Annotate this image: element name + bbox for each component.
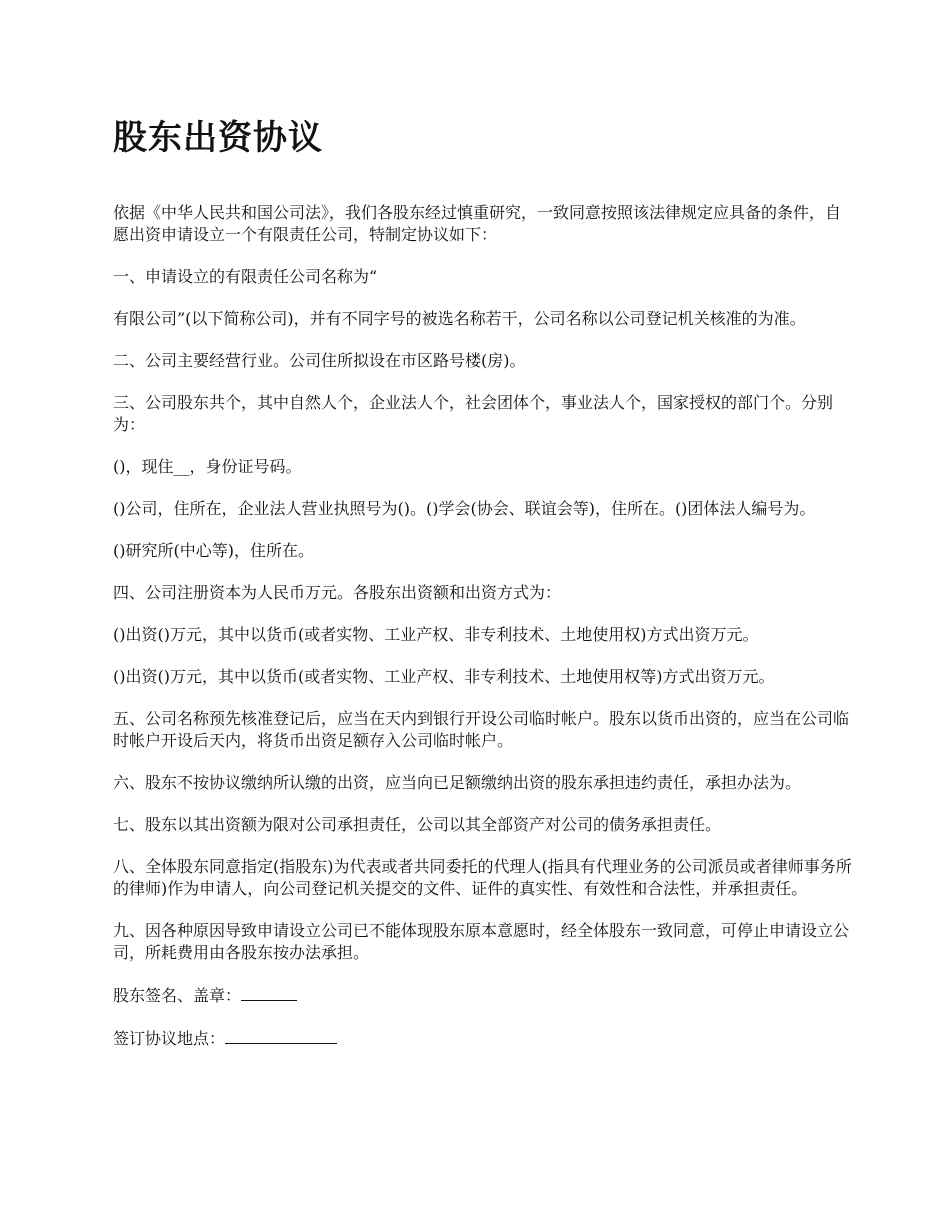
signature-line (113, 984, 855, 1007)
document-title: 股东出资协议 (113, 118, 323, 158)
paragraph-8-agent: 八、全体股东同意指定(指股东)为代表或者共同委托的代理人(指具有代理业务的公司派员或者律师事务所的律师)作为申请人，向公司登记机关提交的文件、证件的真实性、有效性和合法性，并承担责任。 (113, 857, 852, 898)
location-line (113, 1027, 855, 1050)
paragraph-4-contribution-2: ()出资()万元，其中以货币(或者实物、工业产权、非专利技术、土地使用权等)方式出资万元。 (113, 667, 775, 686)
paragraph-4-contribution-1: ()出资()万元，其中以货币(或者实物、工业产权、非专利技术、土地使用权)方式出资万元。 (113, 625, 759, 644)
paragraph-3-shareholders: 三、公司股东共个，其中自然人个，企业法人个，社会团体个，事业法人个，国家授权的部门个。分别为： (113, 393, 834, 434)
document-page (113, 112, 855, 1070)
location-label: 签订协议地点： (113, 1029, 226, 1048)
location-blank (225, 1027, 337, 1044)
paragraph-3-company: ()公司，住所在，企业法人营业执照号为()。()学会(协会、联谊会等)，住所在。()团体法人编号为。 (113, 499, 816, 518)
paragraph-3-institute: ()研究所(中心等)，住所在。 (113, 541, 314, 560)
paragraph-intro: 依据《中华人民共和国公司法》，我们各股东经过慎重研究，一致同意按照该法律规定应具备的条件，自愿出资申请设立一个有限责任公司，特制定协议如下： (113, 203, 842, 244)
paragraph-2-business: 二、公司主要经营行业。公司住所拟设在市区路号楼(房)。 (113, 351, 526, 370)
paragraph-7-responsibility: 七、股东以其出资额为限对公司承担责任，公司以其全部资产对公司的债务承担责任。 (113, 815, 722, 834)
paragraph-6-liability: 六、股东不按协议缴纳所认缴的出资，应当向已足额缴纳出资的股东承担违约责任，承担办法为。 (113, 773, 802, 792)
paragraph-9-termination: 九、因各种原因导致申请设立公司已不能体现股东原本意愿时，经全体股东一致同意，可停止申请设立公司，所耗费用由各股东按办法承担。 (113, 921, 850, 962)
signature-label: 股东签名、盖章： (113, 986, 242, 1005)
paragraph-1-name-cont: 有限公司”(以下简称公司)，并有不同字号的被选名称若干，公司名称以公司登记机关核准的为准。 (113, 309, 806, 328)
paragraph-1-name: 一、申请设立的有限责任公司名称为“ (113, 267, 378, 286)
paragraph-5-account: 五、公司名称预先核准登记后，应当在天内到银行开设公司临时帐户。股东以货币出资的，应当在公司临时帐户开设后天内，将货币出资足额存入公司临时帐户。 (113, 709, 850, 750)
paragraph-4-capital: 四、公司注册资本为人民币万元。各股东出资额和出资方式为： (113, 583, 562, 602)
signature-blank (241, 984, 297, 1001)
paragraph-3-natural-person: ()，现住__，身份证号码。 (113, 457, 302, 476)
